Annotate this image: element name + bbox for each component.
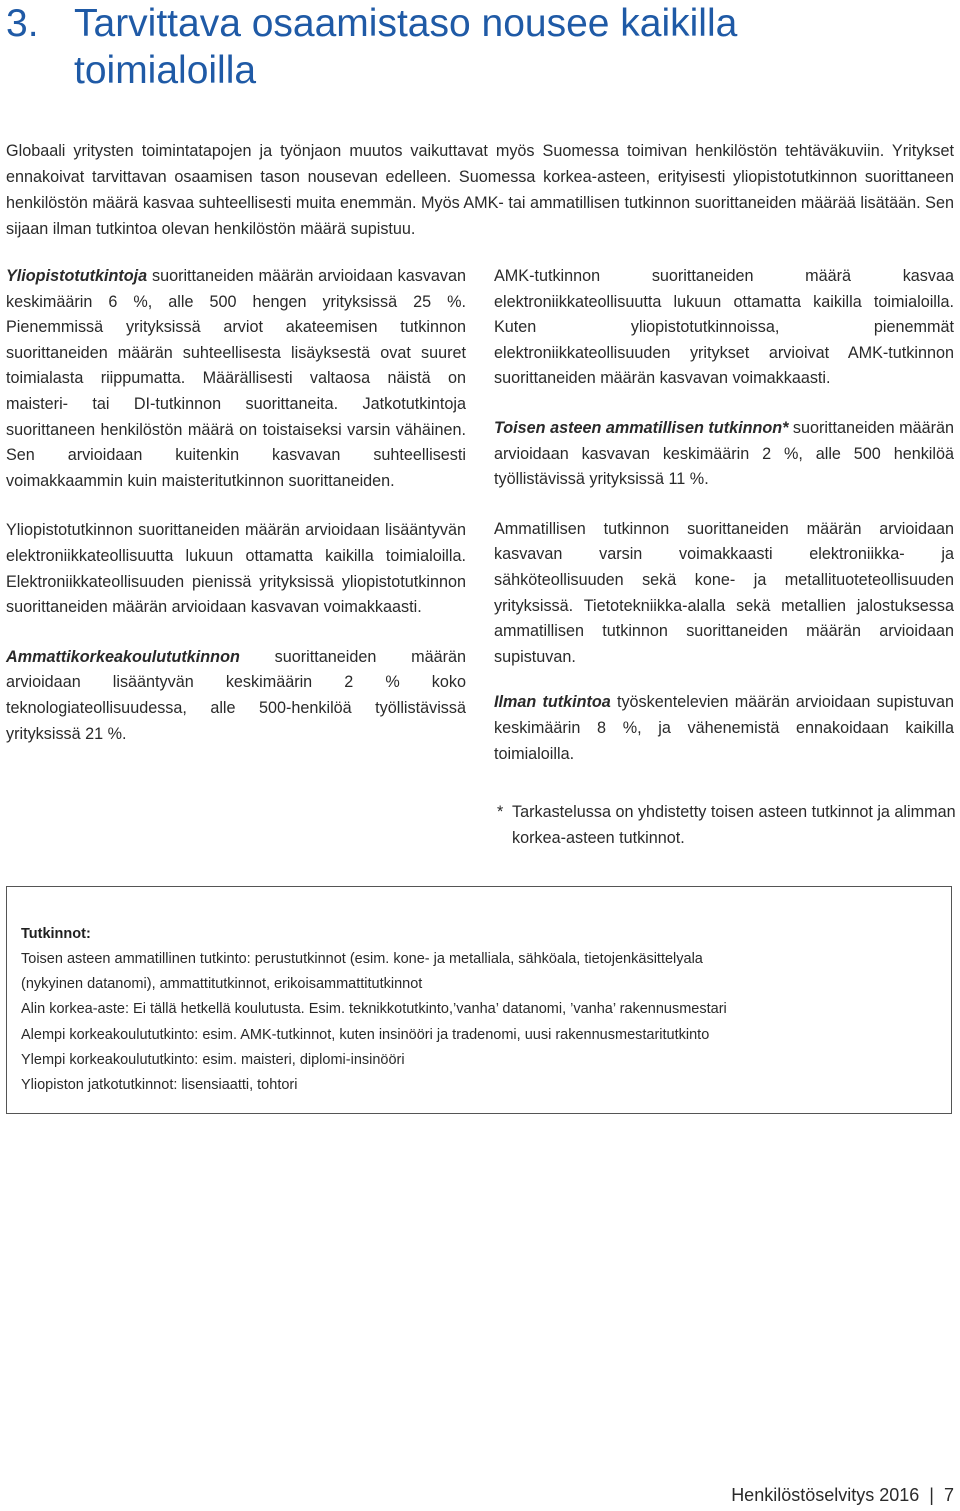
box-line: Alempi korkeakoulututkinto: esim. AMK-tutkinnot, kuten insinööri ja tradenomi, uusi rakennusmestaritutkinto bbox=[21, 1026, 710, 1043]
paragraph-text: suorittaneiden määrän arvioidaan kasvavan keskimäärin 6 %, alle 500 hengen yrityksissä 25 %. Pienemmissä yrityksissä arviot akateemisen tutkinnon suorittaneiden määrän suhteellisesta lisäyksestä ovat suuret toimialasta riippumatta. Määrällisesti valtaosa näistä on maisteri- tai DI-tutkinnon suorittaneita. Jatkotutkintoja suorittaneen henkilöstön määrä on toistaiseksi varsin vähäinen. Sen arvioidaan kuitenkin kasvavan suhteellisesti voimakkaammin kuin maisteritutkinnon suorittaneiden. bbox=[6, 267, 466, 490]
paragraph-vocational-by-industry: Ammatillisen tutkinnon suorittaneiden määrän arvioidaan kasvavan varsin voimakkaasti elektroniikka- ja sähköteollisuuden sekä kone- ja metallituoteteollisuuden yrityksissä. Tietotekniikka-alalla sekä metallien jalostuksessa ammatillisen tutkinnon suorittaneiden määrän arvioidaan supistuvan. bbox=[494, 519, 954, 666]
title-line-2: toimialoilla bbox=[74, 49, 257, 92]
box-line: Alin korkea-aste: Ei tällä hetkellä koulutusta. Esim. teknikkotutkinto,’vanha’ datanomi, ’vanha’ rakennusmestari bbox=[21, 1001, 727, 1018]
footer-separator: | bbox=[929, 1485, 934, 1505]
footnote-marker: * bbox=[497, 803, 504, 821]
box-line: Ylempi korkeakoulututkinto: esim. maisteri, diplomi-insinööri bbox=[21, 1051, 405, 1068]
paragraph-amk-degrees bbox=[6, 645, 466, 747]
paragraph-text: työskentelevien määrän arvioidaan supistuvan keskimäärin 8 %, ja vähenemistä ennakoidaan kaikilla toimialoilla. bbox=[494, 693, 954, 763]
title-line-1: Tarvittava osaamistaso nousee kaikilla bbox=[74, 2, 738, 45]
footnote-text: Tarkastelussa on yhdistetty toisen asteen tutkinnot ja alimman korkea-asteen tutkinnot. bbox=[512, 803, 956, 847]
box-line: (nykyinen datanomi), ammattitutkinnot, erikoisammattitutkinnot bbox=[21, 976, 423, 993]
paragraph-university-degrees bbox=[6, 264, 466, 494]
publication-name: Henkilöstöselvitys 2016 bbox=[731, 1485, 920, 1505]
page-number: 7 bbox=[943, 1485, 954, 1505]
right-column bbox=[494, 264, 954, 791]
paragraph-vocational-degrees bbox=[494, 416, 954, 493]
lead-term: Ammattikorkeakoulututkinnon bbox=[6, 647, 240, 666]
footnote bbox=[497, 800, 957, 851]
lead-term: Toisen asteen ammatillisen tutkinnon* bbox=[494, 418, 789, 437]
paragraph-no-degree bbox=[494, 690, 954, 767]
box-line: Toisen asteen ammatillinen tutkinto: perustutkinnot (esim. kone- ja metalliala, sähköala, tietojenkäsittelyala bbox=[21, 951, 703, 967]
box-title: Tutkinnot: bbox=[21, 926, 91, 942]
paragraph-amk-by-industry: AMK-tutkinnon suorittaneiden määrä kasvaa elektroniikkateollisuutta lukuun ottamatta kaikilla toimialoilla. Kuten yliopistotutkinnoissa, pienemmät elektroniikkateollisuuden yritykset arvioivat AMK-tutkinnon suorittaneiden määrän kasvavan voimakkaasti. bbox=[494, 267, 954, 388]
intro-paragraph: Globaali yritysten toimintatapojen ja työnjaon muutos vaikuttavat myös Suomessa toimivan henkilöstön tehtäväkuviin. Yritykset ennakoivat tarvittavan osaamisen tason nousevan edelleen. Suomessa korkea-asteen, erityisesti yliopistotutkinnon suorittaneen henkilöstön määrä kasvaa suhteellisesti muita enemmän. Myös AMK- tai ammatillisen tutkinnon suorittaneiden määrää lisätään. Sen sijaan ilman tutkintoa olevan henkilöstön määrä supistuu. bbox=[6, 142, 954, 238]
box-line: Yliopiston jatkotutkinnot: lisensiaatti, tohtori bbox=[21, 1077, 298, 1094]
lead-term: Yliopistotutkintoja bbox=[6, 267, 148, 285]
paragraph-university-by-industry: Yliopistotutkinnon suorittaneiden määrän arvioidaan lisääntyvän elektroniikkateollisuutta lukuun ottamatta kaikilla toimialoilla. Elektroniikkateollisuuden pienissä yrityksissä yliopistotutkinnon suorittaneiden määrän arvioidaan kasvavan voimakkaasti. bbox=[6, 521, 466, 617]
paragraph-text: suorittaneiden määrän arvioidaan kasvavan keskimäärin 2 %, alle 500 henkilöä työllistävissä yrityksissä 11 %. bbox=[494, 418, 955, 489]
lead-term: Ilman tutkintoa bbox=[494, 693, 611, 712]
left-column bbox=[6, 264, 466, 771]
page-footer bbox=[731, 1484, 954, 1506]
paragraph-text: suorittaneiden määrän arvioidaan lisääntyvän keskimäärin 2 % koko teknologiateollisuudessa, alle 500-henkilöä työllistävissä yrityksissä 21 %. bbox=[6, 647, 466, 743]
degrees-info-box bbox=[6, 886, 952, 1114]
section-number: 3. bbox=[6, 2, 39, 45]
